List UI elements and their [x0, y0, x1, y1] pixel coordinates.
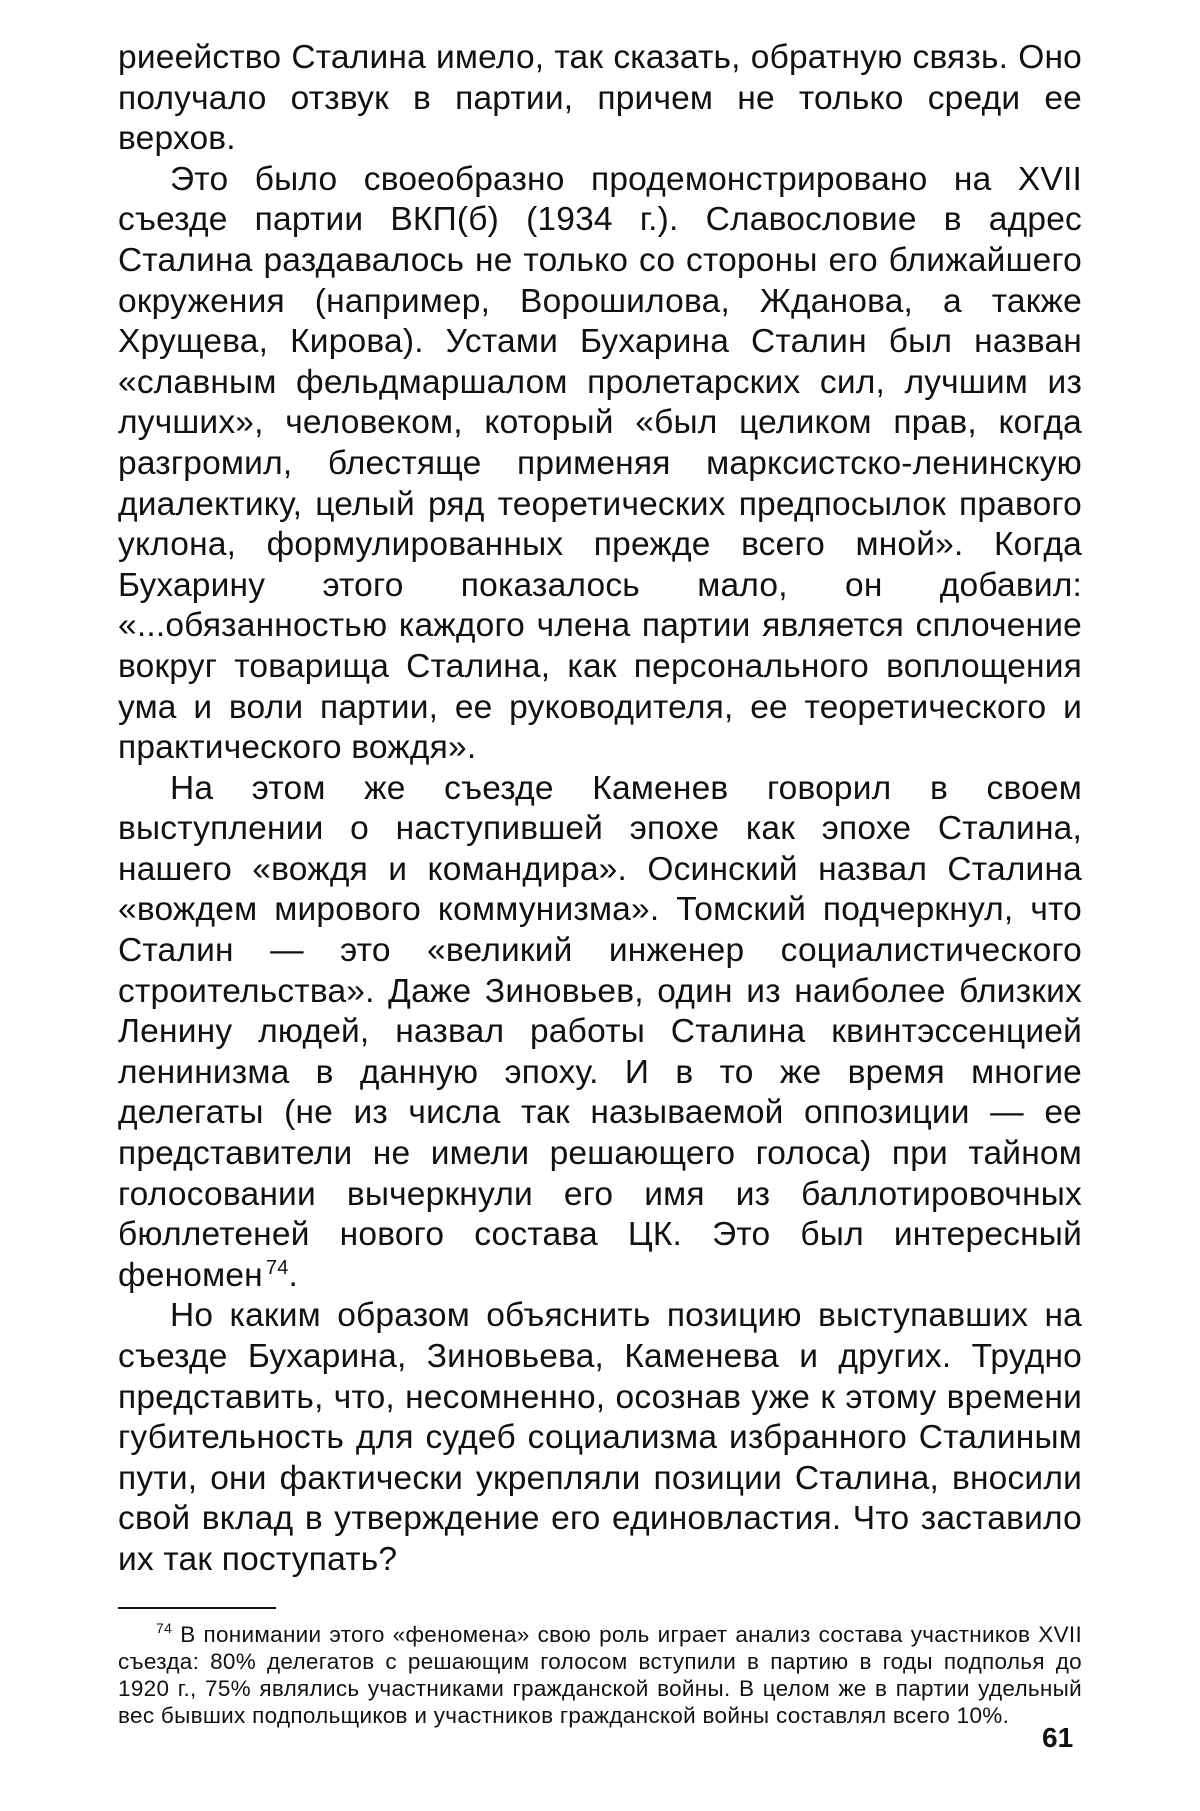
paragraph-1: риеейство Сталина имело, так сказать, обратную связь. Оно получало отзвук в партии, причем не только среди ее верхов.	[118, 39, 1082, 158]
footnote-divider	[118, 1607, 276, 1609]
paragraph-2: Это было своеобразно продемонстрировано на XVII съезде партии ВКП(б) (1934 г.). Славословие в адрес Сталина раздавалось не только со стороны его ближайшего окружения (например, Ворошилова, Жданова, а также Хрущева, Кирова). Устами Бухарина Сталин был назван «славным фельдмаршалом пролетарских сил, лучшим из лучших», человеком, который «был целиком прав, когда разгромил, блестяще применяя марксистско-ленинскую диалектику, целый ряд теоретических предпосылок правого уклона, формулированных прежде всего мной». Когда Бухарину этого показалось мало, он добавил: «...обязанностью каждого члена партии является сплочение вокруг товарища Сталина, как персонального воплощения ума и воли партии, ее руководителя, ее теоретического и практического вождя».	[118, 160, 1082, 767]
footnote-text: В понимании этого «феномена» свою роль играет анализ состава участников XVII съезда: 80% делегатов с решающим голосом вступили в партию в годы подполья до 1920 г., 75% являлись участниками гражданской войны. В целом же в партии удельный вес бывших подпольщиков и участников гражданской войны составлял всего 10%.	[118, 1621, 1083, 1729]
paragraph-3	[118, 769, 1082, 1297]
body-text	[118, 38, 1082, 1581]
page-content	[118, 38, 1082, 1730]
paragraph-3-tail: .	[288, 1256, 299, 1294]
paragraph-4: Но каким образом объяснить позицию выступавших на съезде Бухарина, Зиновьева, Каменева и других. Трудно представить, что, несомненно, осознав уже к этому времени губительность для судеб социализма избранного Сталиным пути, они фактически укрепляли позиции Сталина, вносили свой вклад в утверждение его единовластия. Что заставило их так поступать?	[118, 1297, 1082, 1578]
footnote	[118, 1621, 1082, 1730]
footnote-mark: 74	[156, 1620, 173, 1637]
page-number: 61	[1042, 1722, 1074, 1753]
footnote-reference: 74	[265, 1256, 289, 1279]
paragraph-3-text: На этом же съезде Каменев говорил в своем выступлении о наступившей эпохе как эпохе Сталина, нашего «вождя и командира». Осинский назвал Сталина «вождем мирового коммунизма». Томский подчеркнул, что Сталин — это «великий инженер социалистического строительства». Даже Зиновьев, один из наиболее близких Ленину людей, назвал работы Сталина квинтэссенцией ленинизма в данную эпоху. И в то же время многие делегаты (не из числа так называемой оппозиции — ее представители не имели решающего голоса) при тайном голосовании вычеркнули его имя из баллотировочных бюллетеней нового состава ЦК. Это был интересный феномен	[118, 769, 1082, 1294]
